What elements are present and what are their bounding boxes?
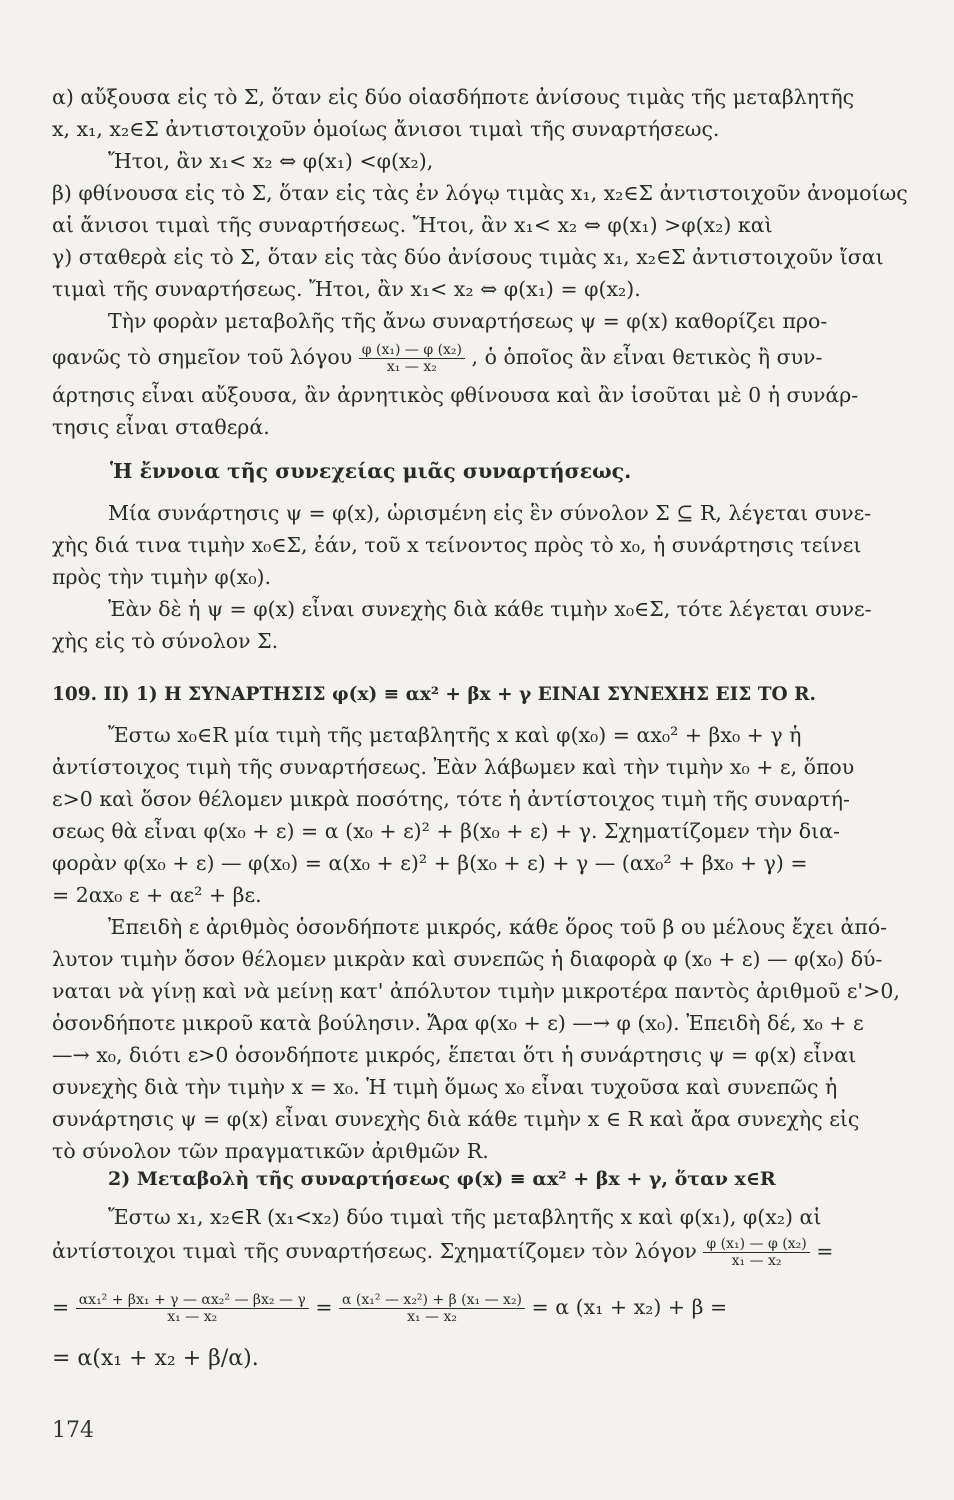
text-fragment: = α (x₁ + x₂) + β = (531, 1295, 728, 1319)
text-fragment: φανῶς τὸ σημεῖον τοῦ λόγου (52, 345, 353, 369)
text-line: Τὴν φορὰν μεταβολῆς τῆς ἄνω συναρτήσεως ψ = φ(x) καθορίζει προ- (108, 309, 828, 333)
section-heading: Ἡ ἔννοια τῆς συνεχείας μιᾶς συναρτήσεως. (110, 459, 632, 483)
text-line: άρτησις εἶναι αὔξουσα, ἂν ἀρνητικὸς φθίνουσα καὶ ἂν ἰσοῦται μὲ 0 ἡ συνάρ- (52, 383, 859, 407)
fraction (76, 1292, 309, 1325)
text-line: χὴς εἰς τὸ σύνολον Σ. (52, 629, 279, 653)
text-line: x, x₁, x₂∈Σ ἀντιστοιχοῦν ὁμοίως ἄνισοι τιμαὶ τῆς συναρτήσεως. (52, 117, 720, 141)
text-line: Ἔστω x₀∈R μία τιμὴ τῆς μεταβλητῆς x καὶ φ(x₀) = αx₀² + βx₀ + γ ἡ (108, 723, 802, 747)
fraction-numerator: φ (x₁) — φ (x₂) (703, 1236, 809, 1253)
fraction-numerator: αx₁² + βx₁ + γ — αx₂² — βx₂ — γ (76, 1292, 309, 1309)
section-heading: 2) Μεταβολὴ τῆς συναρτήσεως φ(x) ≡ αx² + βx + γ, ὅταν x∈R (108, 1168, 776, 1190)
text-fragment: ἀντίστοιχοι τιμαὶ τῆς συναρτήσεως. Σχηματίζομεν τὸν λόγον (52, 1239, 697, 1263)
text-line: Ἐὰν δὲ ἡ ψ = φ(x) εἶναι συνεχὴς διὰ κάθε τιμὴν x₀∈Σ, τότε λέγεται συνε- (108, 597, 872, 621)
fraction-denominator: x₁ — x₂ (167, 1309, 218, 1325)
page-number: 174 (52, 1418, 94, 1443)
text-line: = 2αx₀ ε + αε² + βε. (52, 883, 262, 907)
text-line: ὁσονδήποτε μικροῦ κατὰ βούλησιν. Ἄρα φ(x₀ + ε) —→ φ (x₀). Ἐπειδὴ δέ, x₀ + ε (52, 1011, 864, 1035)
text-line: τὸ σύνολον τῶν πραγματικῶν ἀριθμῶν R. (52, 1139, 489, 1163)
text-line: ε>0 καὶ ὅσον θέλομεν μικρὰ ποσότης, τότε ἡ ἀντίστοιχος τιμὴ τῆς συναρτή- (52, 787, 850, 811)
fraction-numerator: φ (x₁) — φ (x₂) (359, 342, 465, 359)
text-line: —→ x₀, διότι ε>0 ὁσονδήποτε μικρός, ἕπεται ὅτι ἡ συνάρτησις ψ = φ(x) εἶναι (52, 1043, 857, 1067)
text-line: Ἔστω x₁, x₂∈R (x₁<x₂) δύο τιμαὶ τῆς μεταβλητῆς x καὶ φ(x₁), φ(x₂) αἱ (108, 1205, 822, 1229)
text-line: αἱ ἄνισοι τιμαὶ τῆς συναρτήσεως. Ἤτοι, ἂν x₁< x₂ ⇔ φ(x₁) >φ(x₂) καὶ (52, 213, 773, 237)
text-line: ναται νὰ γίνῃ καὶ νὰ μείνῃ κατ' ἀπόλυτον τιμὴν μικροτέρα παντὸς ἀριθμοῦ ε'>0, (52, 979, 900, 1003)
text-line: Μία συνάρτησις ψ = φ(x), ὡρισμένη εἰς ἓν σύνολον Σ ⊆ R, λέγεται συνε- (108, 501, 872, 525)
text-line (0, 342, 954, 375)
text-line: συνάρτησις ψ = φ(x) εἶναι συνεχὴς διὰ κάθε τιμὴν x ∈ R καὶ ἄρα συνεχὴς εἰς (52, 1107, 860, 1131)
text-line: Ἤτοι, ἂν x₁< x₂ ⇔ φ(x₁) <φ(x₂), (108, 149, 434, 173)
fraction-denominator: x₁ — x₂ (731, 1253, 782, 1269)
text-line: λυτον τιμὴν ὅσον θέλομεν μικρὰν καὶ συνεπῶς ἡ διαφορὰ φ (x₀ + ε) — φ(x₀) δύ- (52, 947, 883, 971)
text-line: συνεχὴς διὰ τὴν τιμὴν x = x₀. Ἡ τιμὴ ὅμως x₀ εἶναι τυχοῦσα καὶ συνεπῶς ἡ (52, 1075, 838, 1099)
fraction-denominator: x₁ — x₂ (386, 359, 437, 375)
text-line: σεως θὰ εἶναι φ(x₀ + ε) = α (x₀ + ε)² + β(x₀ + ε) + γ. Σχηματίζομεν τὴν δια- (52, 819, 840, 843)
text-line (0, 1292, 954, 1325)
text-line: Ἐπειδὴ ε ἀριθμὸς ὁσονδήποτε μικρός, κάθε ὅρος τοῦ β ου μέλους ἔχει ἀπό- (108, 915, 888, 939)
text-line: α) αὔξουσα εἰς τὸ Σ, ὅταν εἰς δύο οἱασδήποτε ἀνίσους τιμὰς τῆς μεταβλητῆς (52, 85, 855, 109)
fraction-numerator: α (x₁² — x₂²) + β (x₁ — x₂) (339, 1292, 525, 1309)
text-fragment: , ὁ ὁποῖος ἂν εἶναι θετικὸς ἢ συν- (471, 345, 823, 369)
text-line (0, 1236, 954, 1269)
text-line: χὴς διά τινα τιμὴν x₀∈Σ, ἐάν, τοῦ x τείνοντος πρὸς τὸ x₀, ἡ συνάρτησις τείνει (52, 533, 862, 557)
fraction (339, 1292, 525, 1325)
fraction-denominator: x₁ — x₂ (407, 1309, 457, 1325)
text-fragment: = (816, 1239, 834, 1263)
text-line: ἀντίστοιχος τιμὴ τῆς συναρτήσεως. Ἐὰν λάβωμεν καὶ τὴν τιμὴν x₀ + ε, ὅπου (52, 755, 855, 779)
text-line: τησις εἶναι σταθερά. (52, 415, 270, 439)
text-fragment: = (52, 1295, 70, 1319)
section-heading: 109. II) 1) Η ΣΥΝΑΡΤΗΣΙΣ φ(x) ≡ αx² + βx + γ ΕΙΝΑΙ ΣΥΝΕΧΗΣ ΕΙΣ ΤΟ R. (52, 684, 816, 705)
text-line: φορὰν φ(x₀ + ε) — φ(x₀) = α(x₀ + ε)² + β(x₀ + ε) + γ — (αx₀² + βx₀ + γ) = (52, 851, 808, 875)
text-line: πρὸς τὴν τιμὴν φ(x₀). (52, 565, 272, 589)
text-line: β) φθίνουσα εἰς τὸ Σ, ὅταν εἰς τὰς ἐν λόγῳ τιμὰς x₁, x₂∈Σ ἀντιστοιχοῦν ἀνομοίως (52, 181, 908, 205)
fraction (359, 342, 465, 375)
text-fragment: = (315, 1295, 333, 1319)
text-line: τιμαὶ τῆς συναρτήσεως. Ἤτοι, ἂν x₁< x₂ ⇔ φ(x₁) = φ(x₂). (52, 277, 641, 301)
text-line: γ) σταθερὰ εἰς τὸ Σ, ὅταν εἰς τὰς δύο ἀνίσους τιμὰς x₁, x₂∈Σ ἀντιστοιχοῦν ἴσαι (52, 245, 884, 269)
text-line: = α(x₁ + x₂ + β/α). (52, 1346, 259, 1371)
fraction (703, 1236, 809, 1269)
